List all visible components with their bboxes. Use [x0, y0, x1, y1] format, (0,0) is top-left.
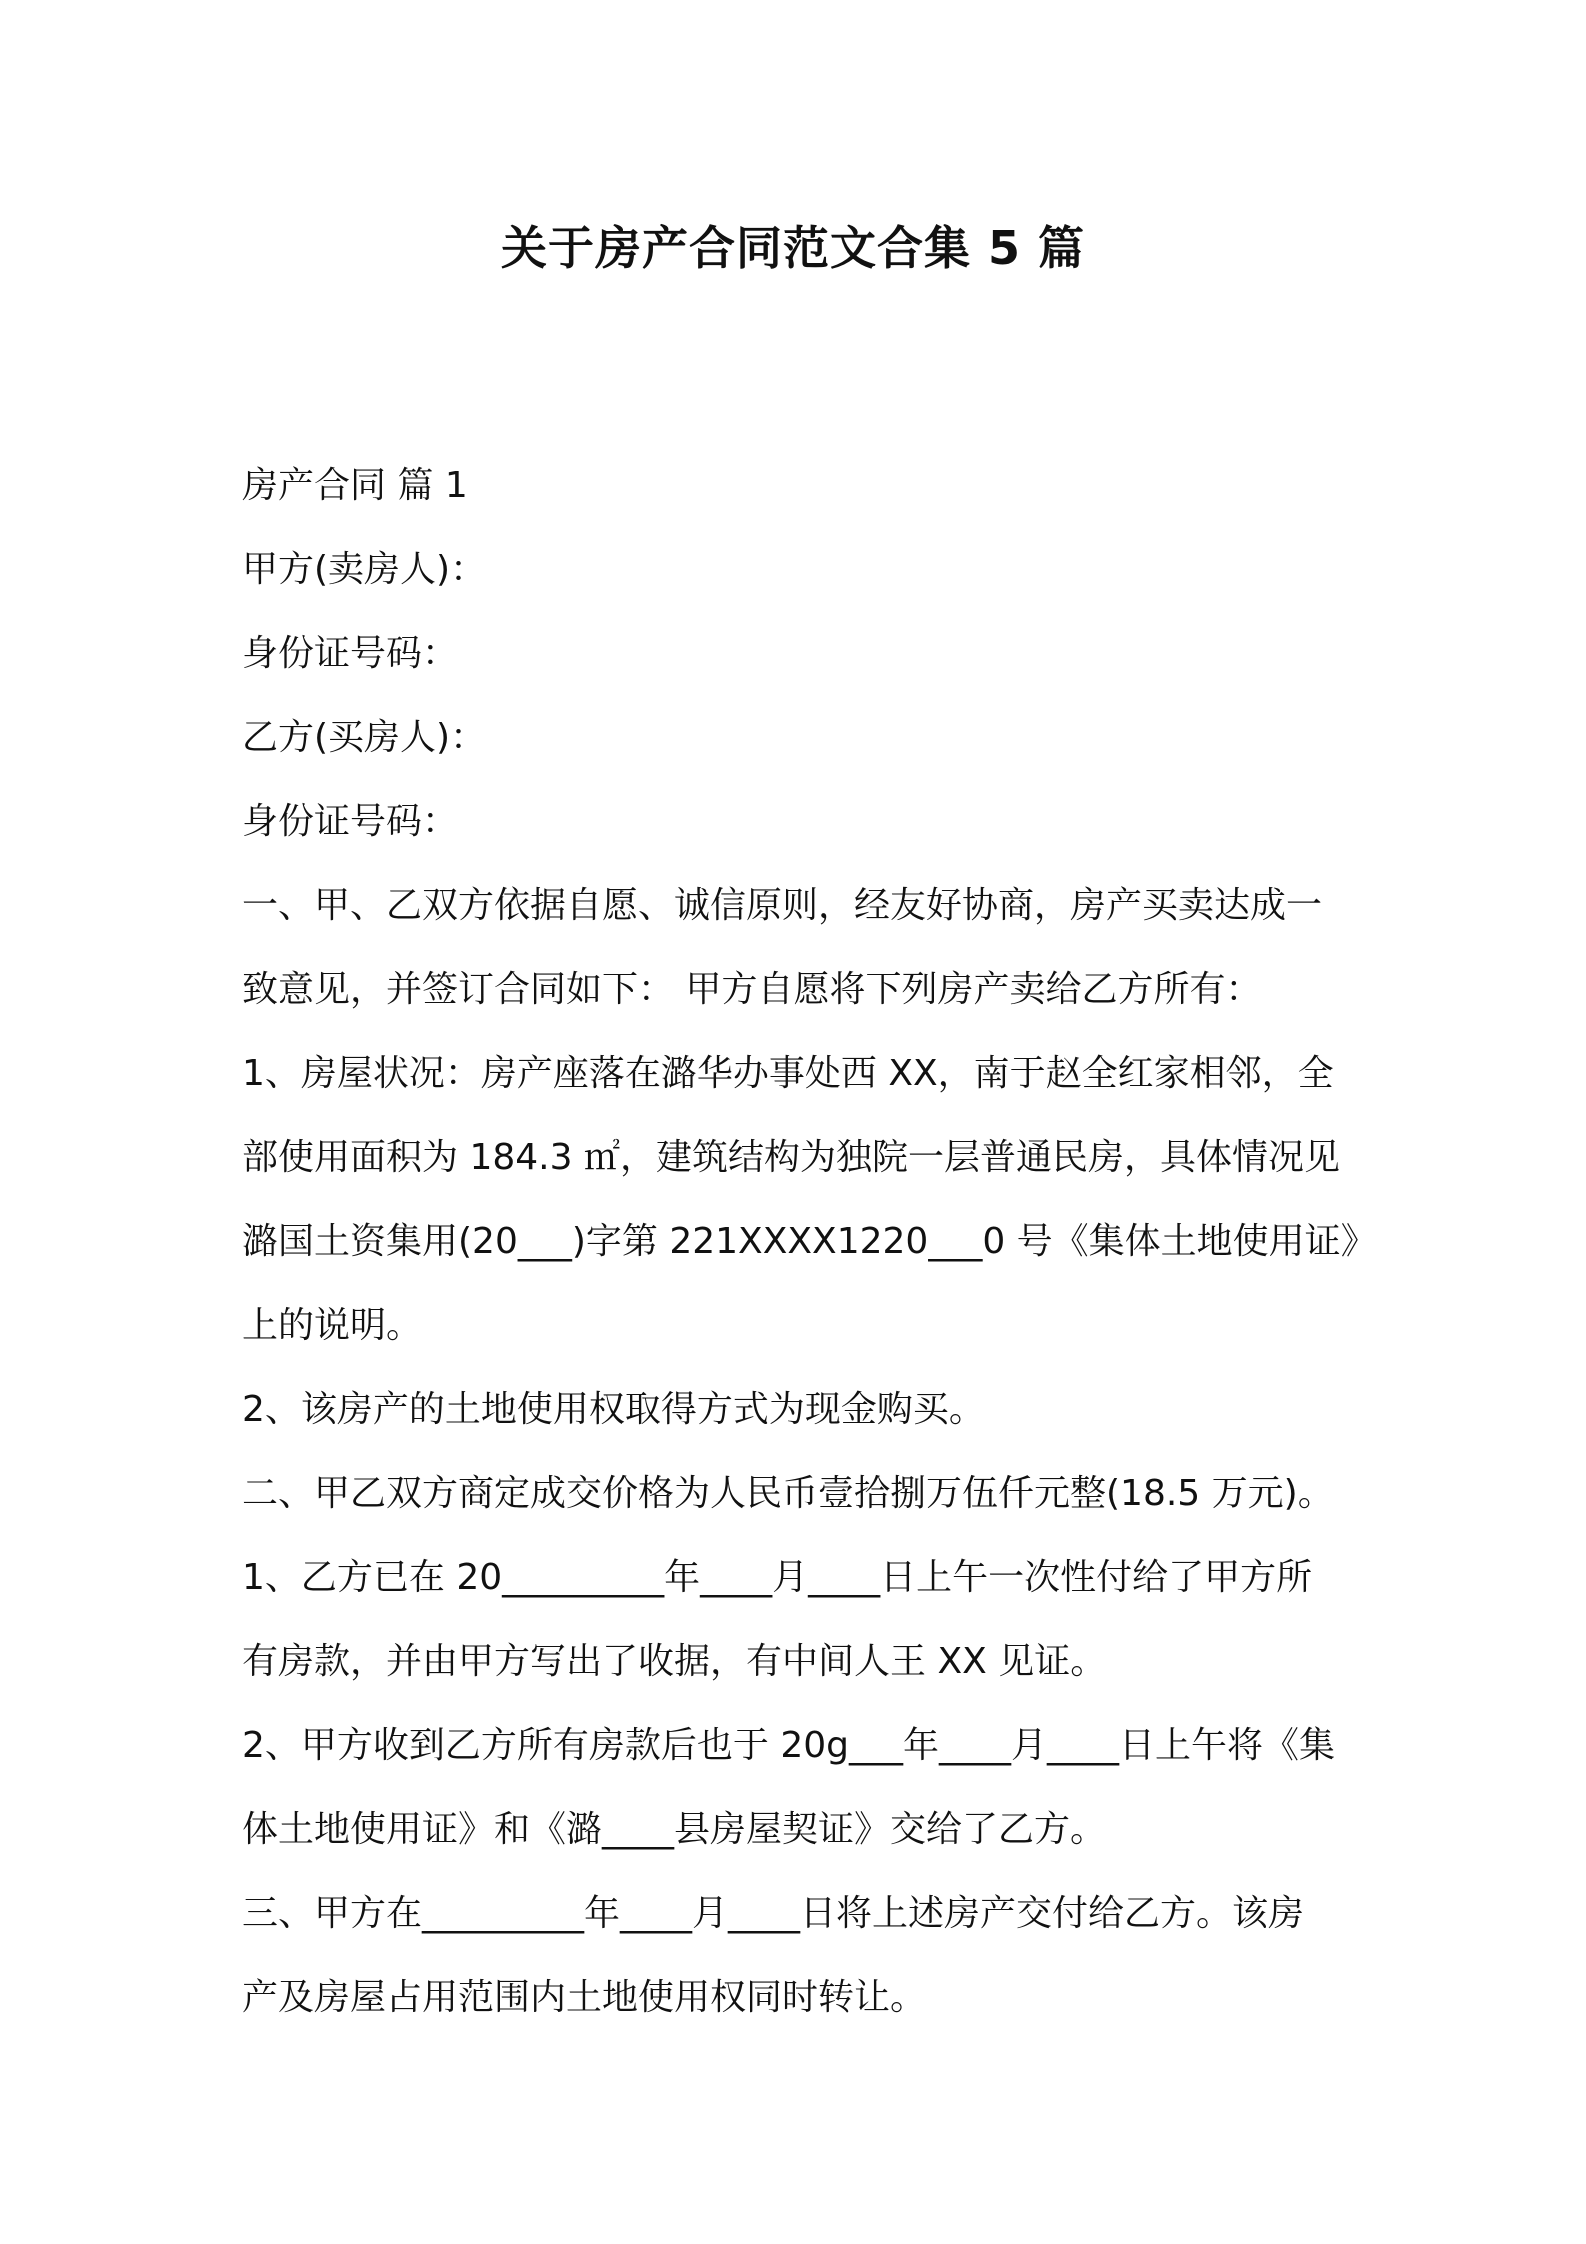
clause-1-1-line-3: 潞国土资集用(20___)字第 221XXXX1220___0 号《集体土地使用证》 — [242, 1221, 1377, 1262]
clause-2-line-1: 二、甲乙双方商定成交价格为人民币壹拾捌万伍仟元整(18.5 万元)。 — [242, 1473, 1334, 1514]
clause-2-1-line-1: 1、乙方已在 20_________年____月____日上午一次性付给了甲方所 — [242, 1557, 1313, 1598]
clause-1-1-line-4: 上的说明。 — [242, 1305, 423, 1346]
clause-1-1-line-1: 1、房屋状况：房产座落在潞华办事处西 XX，南于赵全红家相邻，全 — [242, 1053, 1334, 1094]
section-heading: 房产合同 篇 1 — [242, 465, 468, 506]
clause-1-line-1: 一、甲、乙双方依据自愿、诚信原则，经友好协商，房产买卖达成一 — [242, 885, 1323, 926]
seller-id-line: 身份证号码： — [242, 633, 459, 674]
clause-1-2-line-1: 2、该房产的土地使用权取得方式为现金购买。 — [242, 1389, 985, 1430]
seller-line: 甲方(卖房人)： — [242, 549, 487, 590]
clause-1-1-line-2: 部使用面积为 184.3 ㎡，建筑结构为独院一层普通民房，具体情况见 — [242, 1137, 1340, 1178]
buyer-line: 乙方(买房人)： — [242, 717, 487, 758]
document-body — [242, 444, 1377, 2040]
clause-3-line-2: 产及房屋占用范围内土地使用权同时转让。 — [242, 1977, 927, 2018]
clause-3-line-1: 三、甲方在_________年____月____日将上述房产交付给乙方。该房 — [242, 1893, 1305, 1934]
clause-2-2-line-1: 2、甲方收到乙方所有房款后也于 20g___年____月____日上午将《集 — [242, 1725, 1336, 1766]
clause-1-line-2: 致意见，并签订合同如下： 甲方自愿将下列房产卖给乙方所有： — [242, 969, 1262, 1010]
clause-2-1-line-2: 有房款，并由甲方写出了收据，有中间人王 XX 见证。 — [242, 1641, 1107, 1682]
clause-2-2-line-2: 体土地使用证》和《潞____县房屋契证》交给了乙方。 — [242, 1809, 1107, 1850]
document-title: 关于房产合同范文合集 5 篇 — [500, 221, 1086, 275]
buyer-id-line: 身份证号码： — [242, 801, 459, 842]
